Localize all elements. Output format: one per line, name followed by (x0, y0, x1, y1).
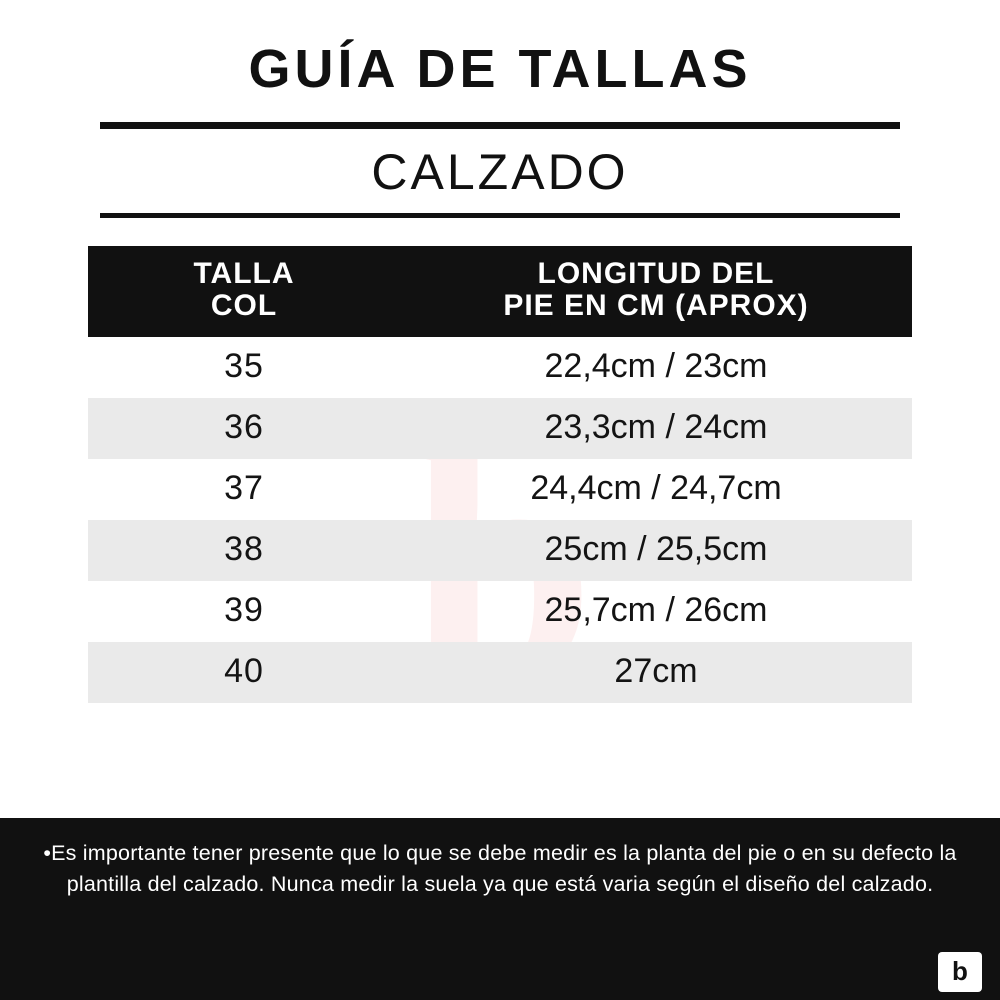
page-subtitle: CALZADO (371, 144, 629, 200)
column-header-size-line1: TALLA (193, 257, 295, 290)
cell-length: 23,3cm / 24cm (400, 398, 912, 459)
cell-size: 38 (88, 520, 400, 581)
size-table (88, 246, 912, 703)
divider-bottom (100, 213, 900, 218)
cell-length: 24,4cm / 24,7cm (530, 468, 782, 507)
column-header-length (400, 246, 912, 337)
cell-size: 35 (224, 346, 264, 385)
cell-size: 40 (88, 642, 400, 703)
table-row (88, 459, 912, 520)
cell-length: 25,7cm / 26cm (544, 590, 768, 629)
divider-top (100, 122, 900, 129)
table-header (88, 246, 912, 337)
cell-size: 37 (224, 468, 264, 507)
table-row (88, 642, 912, 703)
footer-note-bar (0, 818, 1000, 1000)
cell-length: 25cm / 25,5cm (400, 520, 912, 581)
table-row (88, 337, 912, 398)
table-row (88, 520, 912, 581)
table-row (88, 581, 912, 642)
table-row (88, 398, 912, 459)
table-header-row (88, 246, 912, 337)
cell-size: 39 (224, 590, 264, 629)
cell-size: 36 (88, 398, 400, 459)
column-header-length-line1: LONGITUD DEL (537, 257, 775, 290)
column-header-size-line2: COL (210, 289, 278, 323)
cell-length: 22,4cm / 23cm (544, 346, 768, 385)
footer-note-text: •Es importante tener presente que lo que se debe medir es la planta del pie o en su defecto la plantilla del calzado. Nunca medir la suela ya que está varia según el diseño del calzado. (43, 841, 957, 896)
table-body (88, 337, 912, 703)
page-title: GUÍA DE TALLAS (248, 39, 752, 99)
column-header-length-line2: PIE EN CM (APROX) (503, 289, 809, 323)
brand-logo-letter: b (952, 956, 968, 986)
column-header-size (88, 246, 400, 337)
brand-logo (938, 952, 982, 992)
cell-length: 27cm (400, 642, 912, 703)
